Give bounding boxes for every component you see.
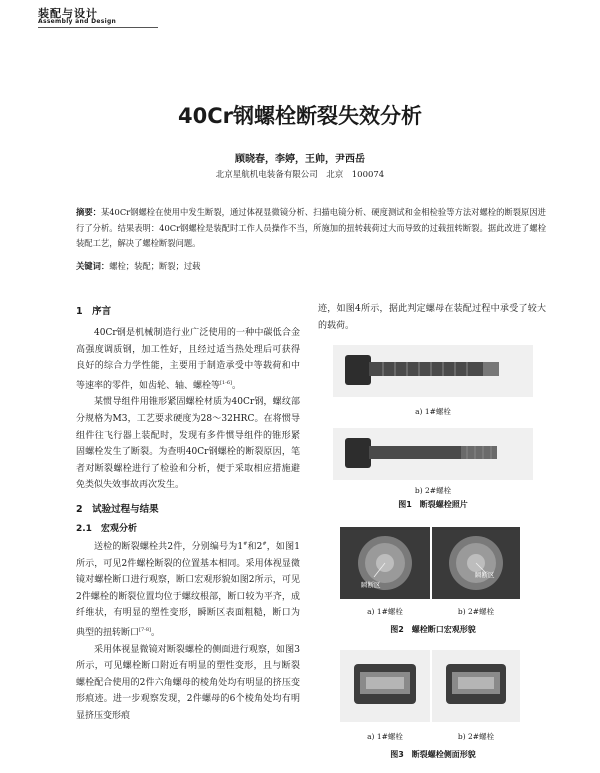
section2-paragraph-2: 采用体视显微镜对断裂螺栓的侧面进行观察，如图3所示，可见螺栓断口附近有明显的塑性变形，且与断裂螺栓配合使用的2件六角螺母的棱角处均有明显的挤压变形痕迹。进一步观察发现，2件螺母的6个棱角处均有明显挤压变形痕 <box>76 644 300 721</box>
abstract-label: 摘要： <box>76 207 101 217</box>
section2-heading: 2 试验过程与结果 <box>76 503 159 515</box>
fig1-caption-a: a) 1#螺栓 <box>415 407 451 416</box>
keywords-label: 关键词： <box>76 261 110 271</box>
keywords-text: 螺栓；装配；断裂；过载 <box>109 261 201 271</box>
abstract-text: 某40Cr钢螺栓在使用中发生断裂，通过体视显微镜分析、扫描电镜分析、硬度测试和金相检验等方法对螺栓的断裂原因进行了分析。结果表明：40Cr钢螺栓是装配时工作人员操作不当，所施加的扭转载荷过大而导致的过载扭转断裂。据此改进了螺栓装配工艺，解决了螺栓断裂问题。 <box>76 207 546 248</box>
fig2-label-b: 瞬断区 <box>475 571 495 579</box>
fig2-caption-a: a) 1#螺栓 <box>367 607 403 616</box>
bolt-2-photo <box>333 428 533 480</box>
abstract <box>76 205 546 252</box>
paper-title: 40Cr钢螺栓断裂失效分析 <box>178 104 422 128</box>
fig1-caption-b: b) 2#螺栓 <box>414 486 452 495</box>
section2-paragraph-1: 送检的断裂螺栓共2件，分别编号为1#和2#，如图1所示，可见2件螺栓断裂的位置基本相同。采用体视显微镜对螺栓断口进行观察，断口宏观形貌如图2所示，可见2件螺栓的断裂位置均位于螺纹根部，断口较为平齐，成纤维状，有明显的塑性变形，瞬断区表面粗糙，断口为典型的扭转断口[7-8]。 <box>76 540 300 638</box>
bolt-side-1-photo <box>340 650 430 722</box>
fig1-title: 图1 断裂螺栓照片 <box>398 500 468 509</box>
bolt-1-photo <box>333 345 533 397</box>
fig2-title: 图2 螺栓断口宏观形貌 <box>390 625 476 634</box>
fracture-2-photo <box>432 527 520 599</box>
section1-heading: 1 序言 <box>76 306 112 317</box>
bolt-side-2-photo <box>432 650 520 722</box>
fig3-caption-b: b) 2#螺栓 <box>457 732 495 741</box>
right-column-continuation: 迹，如图4所示，据此判定螺母在装配过程中承受了较大的载荷。 <box>318 304 546 331</box>
affiliation: 北京星航机电装备有限公司 北京 100074 <box>215 170 385 180</box>
citation: [7-8] <box>139 626 151 633</box>
citation: [1-6] <box>220 379 232 386</box>
journal-column: 装配与设计 <box>38 7 98 20</box>
fig3-caption-a: a) 1#螺栓 <box>367 732 403 741</box>
section1-paragraph-1: 40Cr钢是机械制造行业广泛使用的一种中碳低合金高强度调质钢，加工性好，且经过适当热处理后可获得良好的综合力学性能，主要用于制造承受中等载荷和中等速率的零件，如齿轮、轴、螺栓等[1-6]。 <box>76 328 300 391</box>
journal-column-en: Assembly and Design <box>38 18 117 25</box>
header-rule <box>38 27 158 28</box>
fig2-caption-b: b) 2#螺栓 <box>457 607 495 616</box>
fig3-title: 图3 断裂螺栓侧面形貌 <box>390 750 476 759</box>
left-column <box>76 303 300 724</box>
keywords <box>76 260 546 272</box>
authors: 顾晓春，李婷，王帅，尹西岳 <box>235 154 365 165</box>
fracture-1-photo <box>340 527 430 599</box>
section1-paragraph-2: 某惯导组件用锥形紧固螺栓材质为40Cr钢，螺纹部分规格为M3，工艺要求硬度为28～32HRC。在将惯导组件往飞行器上装配时，发现有多件惯导组件的锥形紧固螺栓发生了断裂。为查明40Cr钢螺栓的断裂原因，笔者对断裂螺栓进行了检验和分析，便于采取相应措施避免类似失效事故再次发生。 <box>76 397 300 491</box>
section2-1-heading: 2.1 宏观分析 <box>76 523 137 534</box>
fig2-label-a: 瞬断区 <box>361 581 381 589</box>
